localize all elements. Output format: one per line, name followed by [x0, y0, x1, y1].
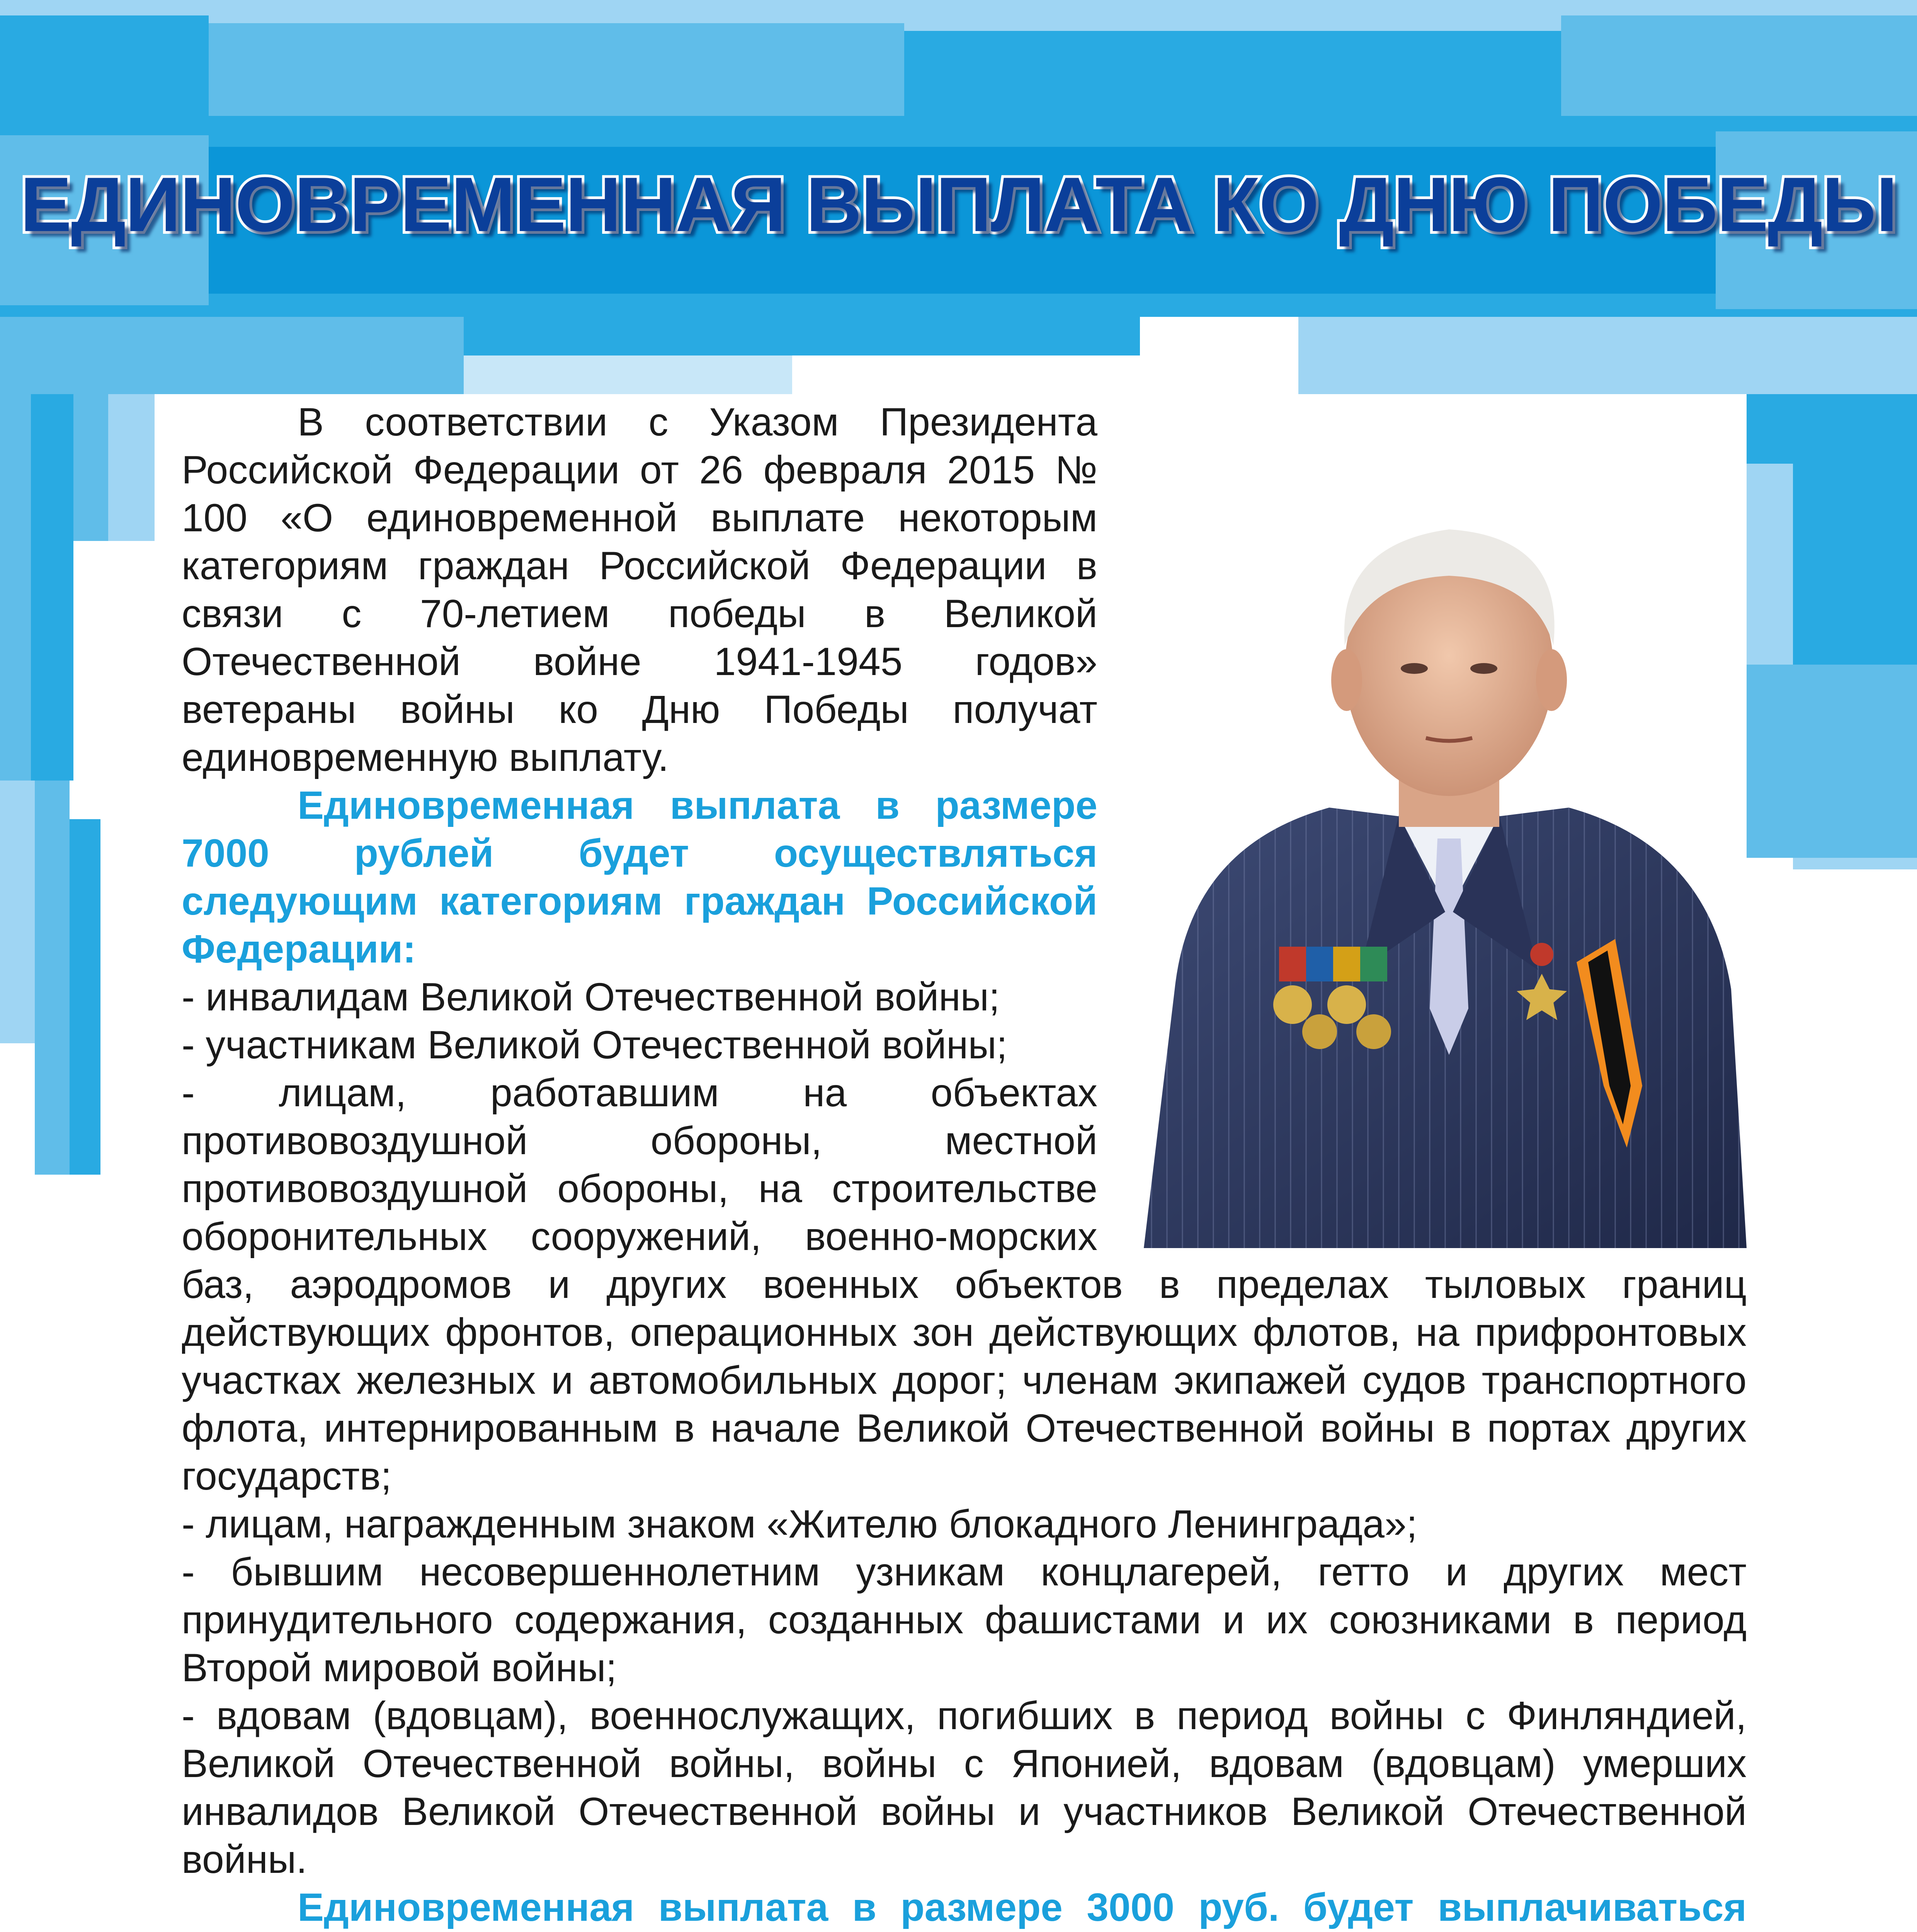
list-item: - лицам, работавшим на объектах противовоздушной обороны, местной противовоздушной обороны, на строительстве оборонительных сооружений, военно-морских баз, аэродромов и других военных объектов в пределах тыловых границ действующих фронтов, операционных зон действующих флотов, на прифронтовых участках железных и автомобильных дорог; членам экипажей судов транспортного флота, интернированным в начале Великой Отечественной войны в портах других государств; — [182, 1071, 1747, 1498]
heading-7000: Единовременная выплата в размере 7000 рублей будет осуществляться следующим категориям граждан Российской Федерации: — [182, 783, 1097, 971]
heading-3000: Единовременная выплата в размере 3000 руб. будет выплачиваться — [298, 1885, 1747, 1929]
veteran-portrait-icon — [1128, 429, 1770, 1256]
list-item: - вдовам (вдовцам), военнослужащих, погибших в период войны с Финляндией, Великой Отечественной войны, войны с Японией, вдовам (вдовцам) умерших инвалидов Великой Отечественной войны и участников Великой Отечественной войны. — [182, 1694, 1747, 1881]
list-item: - лицам, награжденным знаком «Жителю блокадного Ленинграда»; — [182, 1502, 1418, 1546]
page-title: ЕДИНОВРЕМЕННАЯ ВЫПЛАТА КО ДНЮ ПОБЕДЫ — [20, 162, 1897, 248]
main-content — [182, 398, 1747, 1932]
list-item: - бывшим несовершеннолетним узникам концлагерей, гетто и других мест принудительного содержания, созданных фашистами и их союзниками в период Второй мировой войны; — [182, 1550, 1747, 1690]
paragraph-intro: В соответствии с Указом Президента Российской Федерации от 26 февраля 2015 № 100 «О единовременной выплате некоторым категориям граждан Российской Федерации в связи с 70-летием победы в Великой Отечественной войне 1941-1945 годов» ветераны войны ко Дню Победы получат единовременную выплату. — [182, 400, 1097, 779]
list-item: - инвалидам Великой Отечественной войны; — [182, 975, 1000, 1019]
list-item: - участникам Великой Отечественной войны; — [182, 1023, 1007, 1067]
veteran-photo — [1128, 429, 1770, 1256]
